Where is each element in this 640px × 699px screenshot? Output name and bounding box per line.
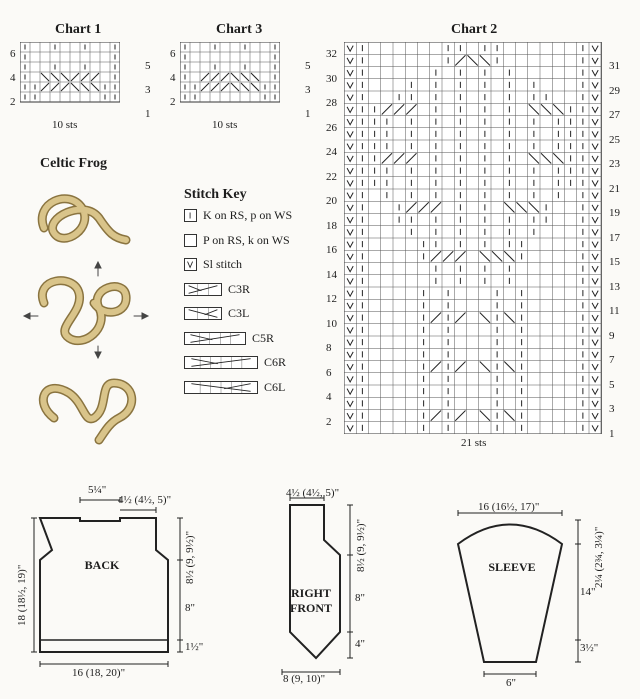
row-number: 23 (609, 158, 620, 170)
right-front-side-measure: 8" (355, 592, 365, 604)
chart2-right-row-numbers (609, 54, 620, 446)
sleeve-length-measure: 14" (580, 586, 596, 598)
row-number: 26 (326, 121, 337, 134)
stitch-key-item-c3r (184, 282, 250, 297)
chart3-left-row-numbers (170, 42, 176, 114)
chart3-right-row-numbers (305, 54, 311, 126)
row-number: 2 (326, 415, 332, 428)
right-front-outline (290, 505, 340, 658)
chart2-title: Chart 2 (451, 22, 498, 37)
stitch-key-label: C3R (228, 281, 251, 296)
chart1-title: Chart 1 (55, 22, 102, 37)
back-label: BACK (84, 558, 120, 572)
c6r-symbol-icon (184, 356, 258, 369)
row-number: 21 (609, 182, 620, 195)
back-neck-measure: 5¼" (88, 484, 107, 496)
row-number: 6 (170, 48, 176, 60)
back-outline (40, 518, 168, 652)
c6l-symbol-icon (184, 381, 258, 394)
chart2-left-row-numbers (326, 42, 337, 434)
stitch-key-label: C3L (228, 306, 250, 320)
right-front-label-line1: RIGHT (290, 586, 331, 600)
row-number: 2 (10, 96, 16, 108)
row-number: 3 (609, 403, 615, 415)
chart3-width-label: 10 sts (212, 119, 238, 131)
stitch-key-label: C6L (264, 379, 286, 394)
row-number: 18 (326, 219, 337, 232)
row-number: 5 (145, 60, 151, 72)
back-length-measure: 18 (18½, 19)" (16, 564, 28, 626)
celtic-frog-title: Celtic Frog (40, 156, 107, 171)
chart3-title: Chart 3 (216, 22, 263, 37)
sleeve-cap-measure: 2¼ (2¾, 3¼)" (593, 526, 605, 588)
row-number: 25 (609, 133, 620, 146)
knit-symbol-icon (184, 209, 197, 222)
row-number: 11 (609, 305, 620, 317)
row-number: 2 (170, 96, 176, 108)
c3r-symbol-icon (184, 283, 222, 296)
row-number: 32 (326, 48, 337, 60)
row-number: 1 (609, 427, 615, 440)
c3l-symbol-icon (184, 307, 222, 320)
row-number: 15 (609, 256, 620, 268)
row-number: 6 (326, 366, 332, 379)
stitch-key-label: K on RS, p on WS (203, 208, 293, 222)
stitch-key-item-c5r (184, 331, 274, 346)
right-front-label-line2: FRONT (290, 601, 332, 615)
back-armhole-measure: 8½ (9, 9½)" (184, 530, 196, 584)
row-number: 22 (326, 170, 337, 183)
row-number: 30 (326, 72, 337, 85)
right-front-width-measure: 8 (9, 10)" (283, 673, 326, 685)
sleeve-label: SLEEVE (488, 560, 536, 574)
chart1-width-label: 10 sts (52, 119, 78, 131)
row-number: 29 (609, 84, 620, 97)
row-number: 6 (10, 48, 16, 60)
right-front-point-measure: 4" (355, 638, 365, 650)
stitch-key-item-slip (184, 257, 242, 272)
purl-symbol-icon (184, 234, 197, 247)
chart1-grid (20, 42, 120, 114)
row-number: 28 (326, 97, 337, 109)
row-number: 4 (170, 72, 176, 84)
row-number: 8 (326, 342, 332, 354)
sleeve-top-measure: 16 (16½, 17)" (478, 501, 540, 513)
stitch-key-item-c6l (184, 380, 285, 395)
row-number: 5 (609, 378, 615, 391)
row-number: 14 (326, 268, 337, 281)
slip-symbol-icon (184, 258, 197, 271)
sleeve-outline (458, 525, 562, 663)
right-front-shoulder-measure: 4½ (4½, 5)" (286, 487, 340, 499)
chart1-right-row-numbers (145, 54, 151, 126)
row-number: 20 (326, 195, 337, 207)
row-number: 3 (145, 84, 151, 96)
row-number: 24 (326, 146, 337, 158)
stitch-key-label: P on RS, k on WS (203, 232, 290, 247)
row-number: 4 (326, 391, 332, 403)
chart2-width-label: 21 sts (461, 437, 487, 449)
row-number: 1 (145, 108, 151, 120)
stitch-key-label: C5R (252, 330, 275, 345)
back-shoulder-measure: 4½ (4½, 5)" (118, 494, 172, 506)
back-rib-measure: 1½" (185, 641, 204, 653)
stitch-key-label: Sl stitch (203, 257, 243, 271)
sleeve-bottom-measure: 6" (506, 677, 516, 689)
row-number: 12 (326, 293, 337, 305)
chart3-grid (180, 42, 280, 114)
stitch-key-title: Stitch Key (184, 187, 247, 202)
sleeve-cuff-measure: 3½" (580, 642, 599, 654)
row-number: 19 (609, 207, 620, 219)
row-number: 1 (305, 108, 311, 120)
chart2-grid (344, 42, 604, 434)
back-side-measure: 8" (185, 602, 195, 614)
row-number: 4 (10, 72, 16, 84)
row-number: 31 (609, 60, 620, 72)
row-number: 13 (609, 280, 620, 293)
row-number: 27 (609, 109, 620, 121)
c5r-symbol-icon (184, 332, 246, 345)
row-number: 17 (609, 231, 620, 244)
row-number: 16 (326, 244, 337, 256)
row-number: 5 (305, 60, 311, 72)
row-number: 10 (326, 317, 337, 330)
chart1-left-row-numbers (10, 42, 16, 114)
stitch-key-item-purl (184, 233, 290, 248)
celtic-frog-illustration (14, 178, 174, 458)
row-number: 7 (609, 354, 615, 366)
right-front-armhole-measure: 8½ (9, 9½)" (355, 518, 367, 572)
stitch-key-label: C6R (264, 355, 287, 369)
row-number: 9 (609, 329, 615, 342)
row-number: 3 (305, 84, 311, 96)
stitch-key-item-c3l (184, 306, 249, 321)
stitch-key-item-c6r (184, 355, 286, 370)
stitch-key-item-knit (184, 208, 292, 223)
back-width-measure: 16 (18, 20)" (72, 667, 126, 679)
